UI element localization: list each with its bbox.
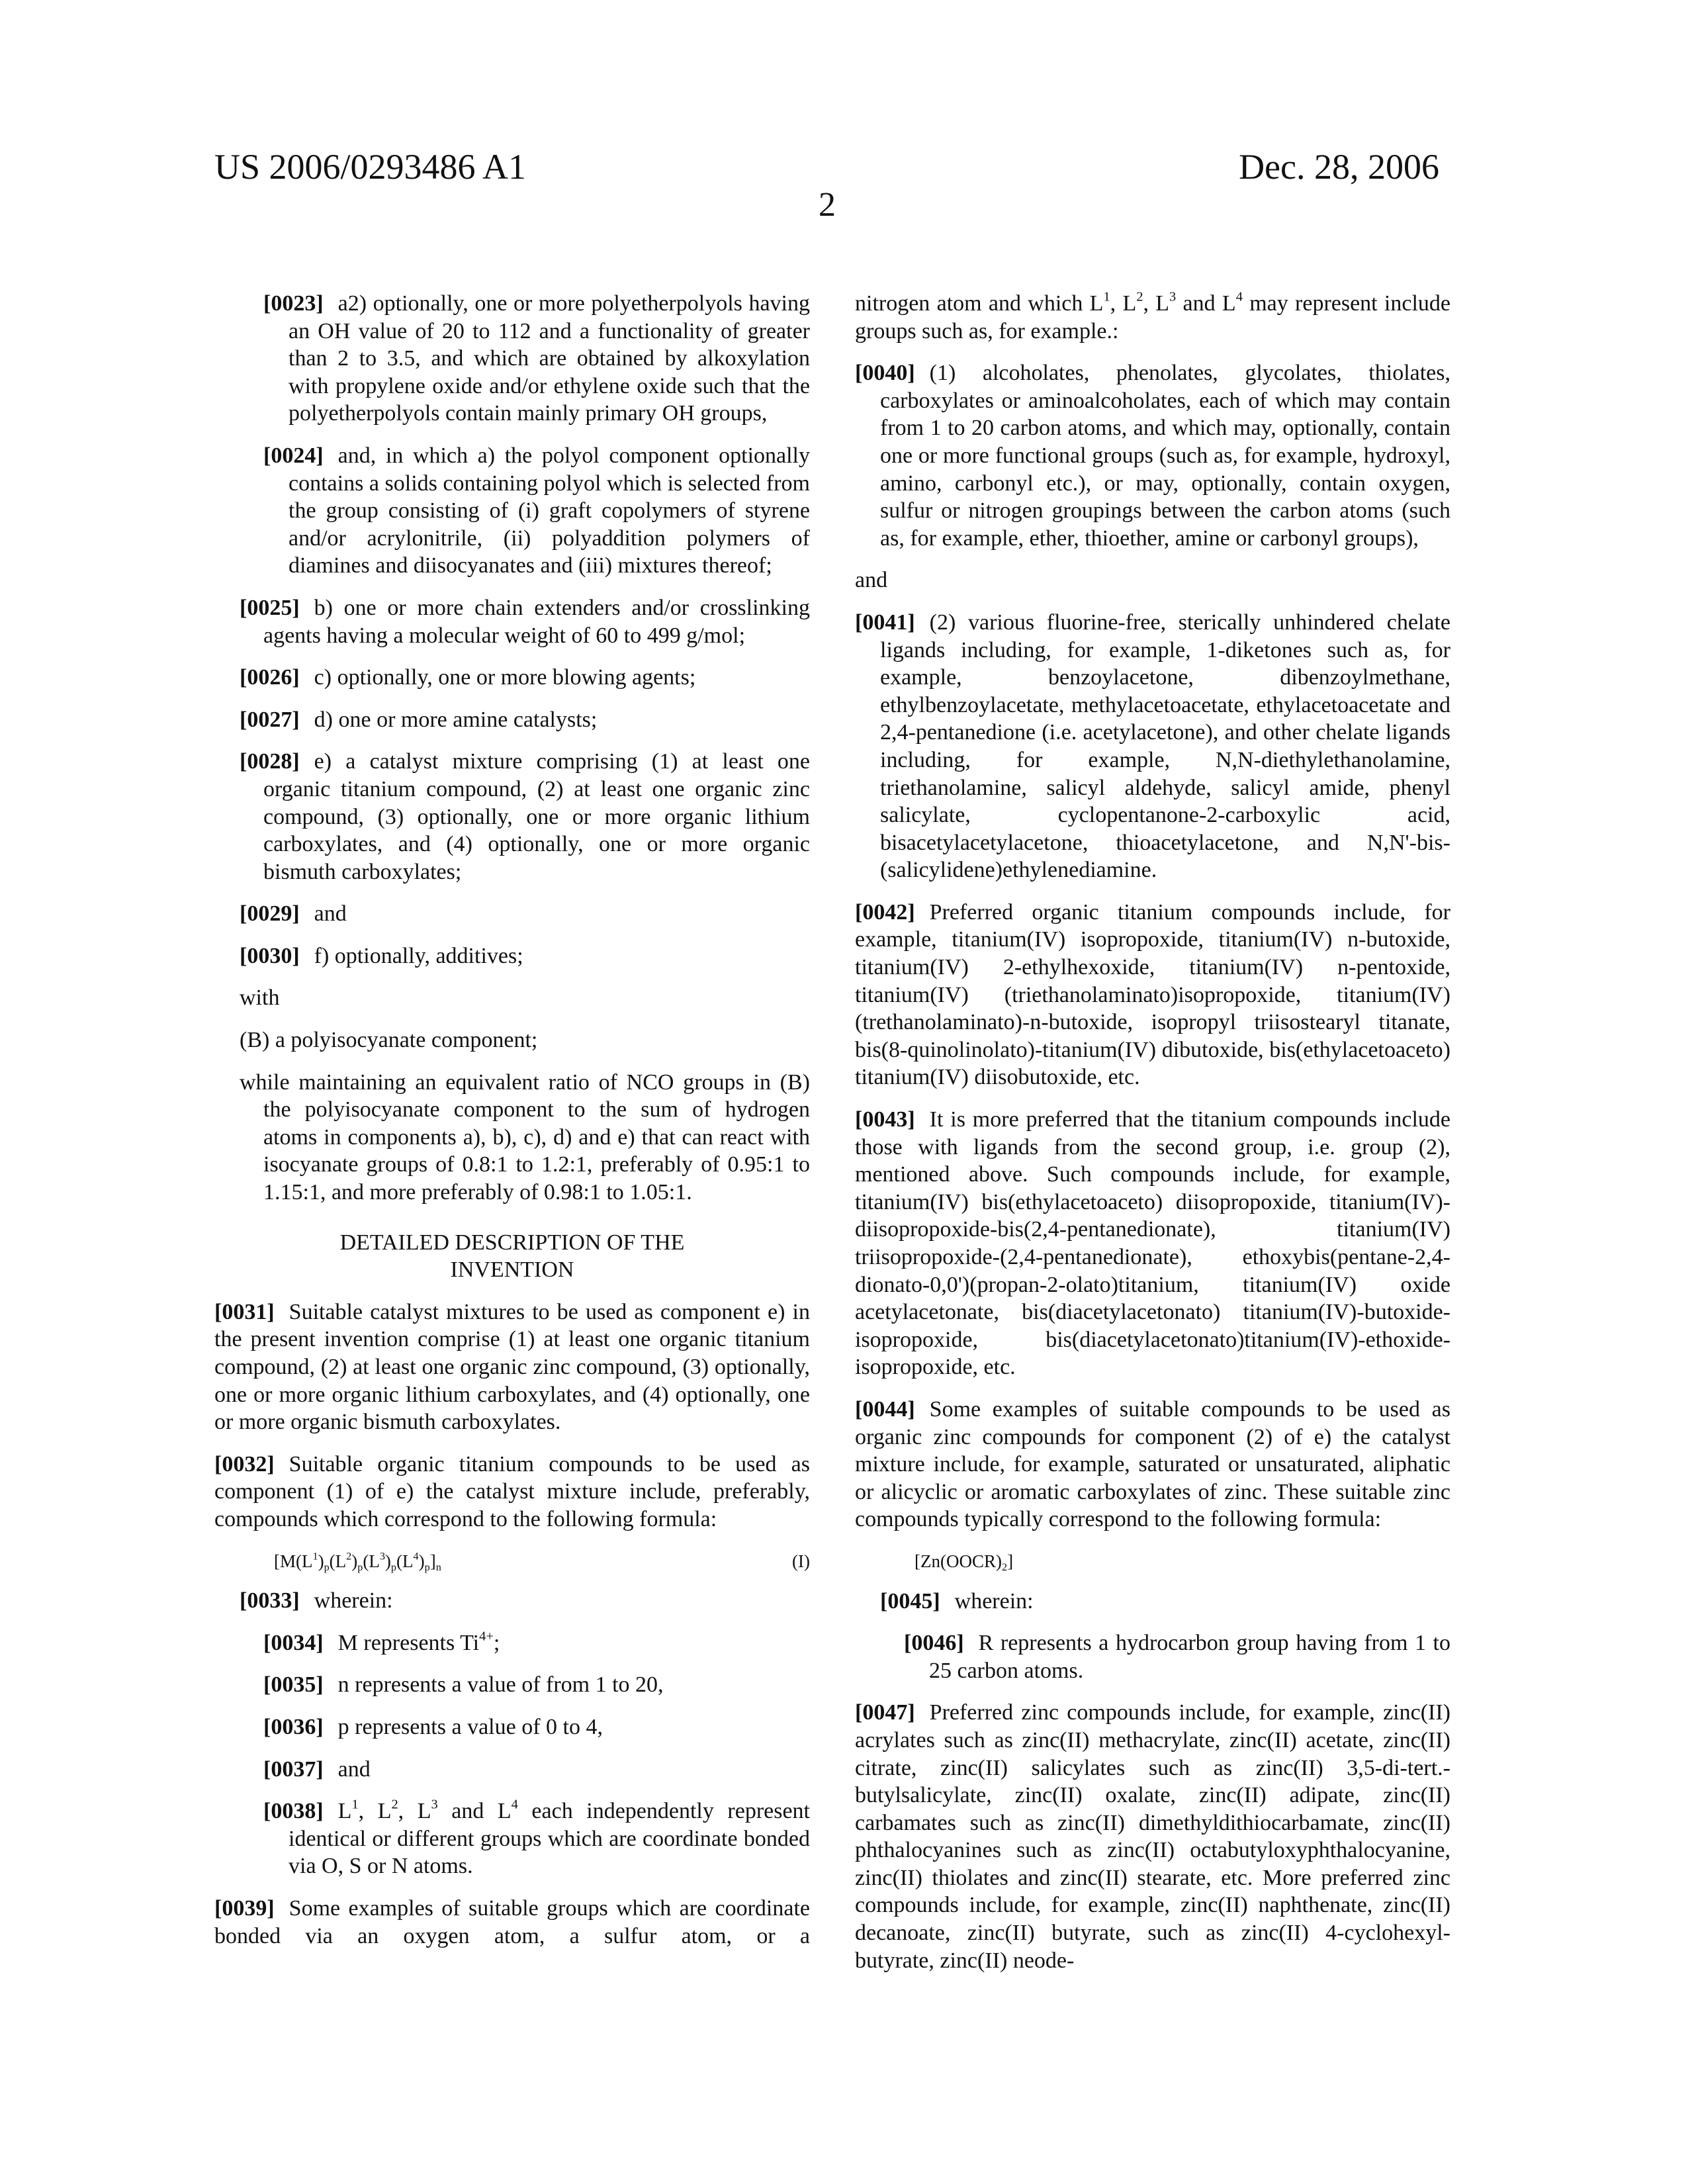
text-part: each independently represent identical or different groups which are coordinate bonded via O, S or N atoms. — [289, 1799, 810, 1878]
paragraph-number: [0047] — [855, 1700, 915, 1725]
paragraph-number: [0045] — [880, 1589, 940, 1614]
paragraph-text: M represents Ti — [338, 1631, 479, 1655]
formula-part: 1 — [312, 1550, 318, 1562]
superscript: 2 — [1136, 290, 1143, 304]
formula-part: ] — [430, 1551, 436, 1571]
formula-part: 4 — [414, 1550, 419, 1562]
paragraph-0035 — [214, 1671, 810, 1699]
paragraph-text: Preferred zinc compounds include, for example, zinc(II) acrylates such as zinc(II) methacrylate, zinc(II) acetate, zinc(II) citrate, zinc(II) salicylates such as zinc(II) 3,5-di-tert.-butylsalicylate, zinc(II) oxalate, zinc(II) adipate, zinc(II) carbamates such as zinc(II) dimethyldithiocarbamate, zinc(II) phthalocyanines such as zinc(II) octabutyloxyphthalocyanine, zinc(II) thiolates and zinc(II) stearate, etc. More preferred zinc compounds include, for example, zinc(II) naphthenate, zinc(II) decanoate, zinc(II) butyrate, such as zinc(II) 4-cyclohexyl-butyrate, zinc(II) neode- — [855, 1700, 1450, 1972]
paragraph-number: [0025] — [240, 596, 300, 620]
paragraph-text: f) optionally, additives; — [314, 944, 523, 968]
formula-part: ) — [318, 1551, 324, 1571]
paragraph-0044 — [855, 1396, 1450, 1533]
section-heading: DETAILED DESCRIPTION OF THE INVENTION — [214, 1229, 810, 1284]
paragraph-number: [0038] — [263, 1799, 324, 1823]
paragraph-text: Suitable catalyst mixtures to be used as component e) in the present invention comprise (1) at least one organic titanium compound, (2) at least one organic zinc compound, (3) optionally, one or more organic lithium carboxylates, and (4) optionally, one or more organic bismuth carboxylates. — [214, 1300, 810, 1434]
paragraph-0037 — [214, 1756, 810, 1784]
text-part: nitrogen atom and which L — [855, 291, 1103, 316]
superscript: 3 — [1169, 290, 1176, 304]
paragraph-0043 — [855, 1106, 1450, 1381]
paragraph-number: [0031] — [214, 1300, 275, 1324]
text-part: , L — [1143, 291, 1169, 316]
paragraph-number: [0043] — [855, 1107, 915, 1132]
formula-part: 2 — [346, 1550, 351, 1562]
paragraph-number: [0032] — [214, 1452, 275, 1477]
paragraph-text: wherein: — [314, 1588, 393, 1613]
formula-label: (I) — [792, 1548, 810, 1576]
superscript: 2 — [391, 1797, 398, 1812]
b-component-text: (B) a polyisocyanate component; — [214, 1026, 810, 1054]
publication-number: US 2006/0293486 A1 — [214, 147, 526, 187]
paragraph-number: [0035] — [263, 1672, 324, 1697]
paragraph-text: Some examples of suitable compounds to be used as organic zinc compounds for component (2) of e) the catalyst mixture include, for example, saturated or unsaturated, aliphatic or alicyclic or aromatic carboxylates of zinc. These suitable zinc compounds typically correspond to the following formula: — [855, 1397, 1450, 1531]
formula-part: ] — [1007, 1551, 1013, 1571]
paragraph-0042 — [855, 899, 1450, 1091]
paragraph-text: c) optionally, one or more blowing agents; — [314, 665, 696, 690]
paragraph-number: [0030] — [240, 944, 300, 968]
paragraph-0032 — [214, 1451, 810, 1533]
paragraph-number: [0044] — [855, 1397, 915, 1422]
formula-part: [M(L — [274, 1551, 312, 1571]
formula-part: n — [436, 1561, 441, 1572]
formula-part: ) — [385, 1551, 391, 1571]
paragraph-text: e) a catalyst mixture comprising (1) at least one organic titanium compound, (2) at least one organic zinc compound, (3) optionally, one or more organic lithium carboxylates, and (4) optionally, one or more organic bismuth carboxylates; — [263, 749, 810, 884]
paragraph-text: Some examples of suitable groups which are coordinate bonded via an oxygen atom, a sulfur atom, or a — [214, 1896, 810, 1948]
paragraph-text: (2) various fluorine-free, sterically unhindered chelate ligands including, for example, 1-diketones such as, for example, benzoylacetone, dibenzoylmethane, ethylbenzoylacetate, methylacetoacetate, ethylacetoacetate and 2,4-pentanedione (i.e. acetylacetone), and other chelate ligands including, for example, N,N-diethylethanolamine, triethanolamine, salicyl aldehyde, salicyl amide, phenyl salicylate, cyclopentanone-2-carboxylic acid, bisacetylacetylacetone, thioacetylacetone, and N,N'-bis-(salicylidene)ethylenediamine. — [880, 610, 1450, 882]
paragraph-0039 — [214, 1895, 810, 1950]
paragraph-text: and — [314, 901, 347, 926]
text-part: may represent include groups such as, for example.: — [855, 291, 1450, 343]
paragraph-0033 — [214, 1587, 810, 1615]
formula-part: 3 — [380, 1550, 385, 1562]
paragraph-0036 — [214, 1713, 810, 1741]
paragraph-number: [0033] — [240, 1588, 300, 1613]
paragraph-0029 — [214, 900, 810, 928]
paragraph-text: and — [338, 1757, 371, 1782]
text-part: and L — [1176, 291, 1235, 316]
paragraph-number: [0042] — [855, 900, 915, 925]
superscript: 4+ — [479, 1629, 494, 1643]
formula-expression — [855, 1548, 1013, 1576]
paragraph-0026 — [214, 664, 810, 692]
publication-date: Dec. 28, 2006 — [1239, 147, 1439, 187]
paragraph-text: It is more preferred that the titanium compounds include those with ligands from the second group, i.e. group (2), mentioned above. Such compounds include, for example, titanium(IV) bis(ethylacetoaceto) diisopropoxide, titanium(IV)-diisopropoxide-bis(2,4-pentanedionate), titanium(IV) triisopropoxide-(2,4-pentanedionate), ethoxybis(pentane-2,4-dionato-0,0')(propan-2-olato)titanium, titanium(IV) oxide acetylacetonate, bis(diacetylacetonato) titanium(IV)-butoxide-isopropoxide, bis(diacetylacetonato)titanium(IV)-ethoxide-isopropoxide, etc. — [855, 1107, 1450, 1379]
formula-part: 2 — [1002, 1561, 1007, 1573]
paragraph-text: Preferred organic titanium compounds include, for example, titanium(IV) isopropoxide, titanium(IV) n-butoxide, titanium(IV) 2-ethylhexoxide, titanium(IV) n-pentoxide, titanium(IV) (triethanolaminato)isopropoxide, titanium(IV) (trethanolaminato)-n-butoxide, isopropyl triisostearyl titanate, bis(8-quinolinolato)-titanium(IV) dibutoxide, bis(ethylacetoaceto) titanium(IV) diisobutoxide, etc. — [855, 900, 1450, 1090]
paragraph-number: [0036] — [263, 1715, 324, 1739]
paragraph-0047 — [855, 1699, 1450, 1974]
paragraph-number: [0046] — [904, 1631, 964, 1655]
formula-expression — [214, 1548, 441, 1576]
paragraph-0039-continued — [855, 290, 1450, 345]
paragraph-number: [0023] — [263, 291, 324, 316]
paragraph-number: [0037] — [263, 1757, 324, 1782]
text-part: L — [338, 1799, 352, 1823]
paragraph-0041 — [855, 609, 1450, 884]
page-number: 2 — [0, 185, 1654, 225]
paragraph-text: and, in which a) the polyol component optionally contains a solids containing polyol which is selected from the group consisting of (i) graft copolymers of styrene and/or acrylonitrile, (ii) polyaddition polymers of diamines and diisocyanates and (iii) mixtures thereof; — [289, 443, 810, 578]
paragraph-0031 — [214, 1298, 810, 1436]
paragraph-number: [0024] — [263, 443, 324, 468]
text-part: , L — [1110, 291, 1137, 316]
while-text: while maintaining an equivalent ratio of NCO groups in (B) the polyisocyanate component to the sum of hydrogen atoms in components a), b), c), d) and e) that can react with isocyanate groups of 0.8:1 to 1.2:1, preferably of 0.95:1 to 1.15:1, and more preferably of 0.98:1 to 1.05:1. — [214, 1069, 810, 1206]
formula-part: p — [391, 1561, 396, 1572]
paragraph-text: Suitable organic titanium compounds to be used as component (1) of e) the catalyst mixture include, preferably, compounds which correspond to the following formula: — [214, 1452, 810, 1531]
paragraph-0024 — [214, 442, 810, 580]
formula-part: p — [357, 1561, 363, 1572]
paragraph-number: [0039] — [214, 1896, 275, 1921]
right-column — [855, 290, 1450, 1989]
formula-part: ) — [351, 1551, 357, 1571]
paragraph-0025 — [214, 594, 810, 649]
left-column — [214, 290, 810, 1964]
formula-part: p — [425, 1561, 430, 1572]
superscript: 4 — [1236, 290, 1243, 304]
superscript: 1 — [351, 1797, 358, 1812]
text-part: and L — [438, 1799, 512, 1823]
paragraph-number: [0027] — [240, 707, 300, 732]
paragraph-0038 — [214, 1797, 810, 1880]
paragraph-text: R represents a hydrocarbon group having from 1 to 25 carbon atoms. — [929, 1631, 1450, 1683]
formula-part: p — [324, 1561, 330, 1572]
paragraph-0046 — [855, 1629, 1450, 1684]
paragraph-0034 — [214, 1629, 810, 1657]
paragraph-0027 — [214, 706, 810, 734]
formula-i — [214, 1548, 810, 1576]
formula-part: [Zn(OOCR) — [914, 1551, 1002, 1571]
paragraph-text: d) one or more amine catalysts; — [314, 707, 598, 732]
text-part: , L — [359, 1799, 392, 1823]
formula-part: (L — [363, 1551, 379, 1571]
and-text: and — [855, 567, 1450, 594]
paragraph-number: [0028] — [240, 749, 300, 774]
paragraph-text: b) one or more chain extenders and/or crosslinking agents having a molecular weight of 60 to 499 g/mol; — [263, 596, 810, 648]
paragraph-number: [0026] — [240, 665, 300, 690]
paragraph-number: [0029] — [240, 901, 300, 926]
paragraph-text: n represents a value of from 1 to 20, — [338, 1672, 664, 1697]
paragraph-0030 — [214, 942, 810, 970]
formula-zinc — [855, 1548, 1450, 1576]
superscript: 4 — [512, 1797, 518, 1812]
paragraph-number: [0040] — [855, 361, 915, 385]
superscript: 3 — [431, 1797, 438, 1812]
paragraph-0028 — [214, 748, 810, 886]
with-text: with — [214, 984, 810, 1012]
formula-part: (L — [330, 1551, 346, 1571]
paragraph-text: p represents a value of 0 to 4, — [338, 1715, 603, 1739]
paragraph-0023 — [214, 290, 810, 428]
formula-part: ) — [419, 1551, 425, 1571]
text-part: , L — [398, 1799, 431, 1823]
paragraph-text: ; — [494, 1631, 500, 1655]
superscript: 1 — [1103, 290, 1110, 304]
paragraph-0045 — [855, 1588, 1450, 1615]
paragraph-number: [0041] — [855, 610, 915, 635]
paragraph-text: (1) alcoholates, phenolates, glycolates, thiolates, carboxylates or aminoalcoholates, each of which may contain from 1 to 20 carbon atoms, and which may, optionally, contain one or more functional groups (such as, for example, hydroxyl, amino, carbonyl etc.), or may, optionally, contain oxygen, sulfur or nitrogen groupings between the carbon atoms (such as, for example, ether, thioether, amine or carbonyl groups), — [880, 361, 1450, 551]
paragraph-text: wherein: — [955, 1589, 1034, 1614]
paragraph-text: a2) optionally, one or more polyetherpolyols having an OH value of 20 to 112 and a functionality of greater than 2 to 3.5, and which are obtained by alkoxylation with propylene oxide and/or ethylene oxide such that the polyetherpolyols contain mainly primary OH groups, — [289, 291, 810, 426]
paragraph-0040 — [855, 359, 1450, 552]
formula-part: (L — [396, 1551, 413, 1571]
paragraph-number: [0034] — [263, 1631, 324, 1655]
